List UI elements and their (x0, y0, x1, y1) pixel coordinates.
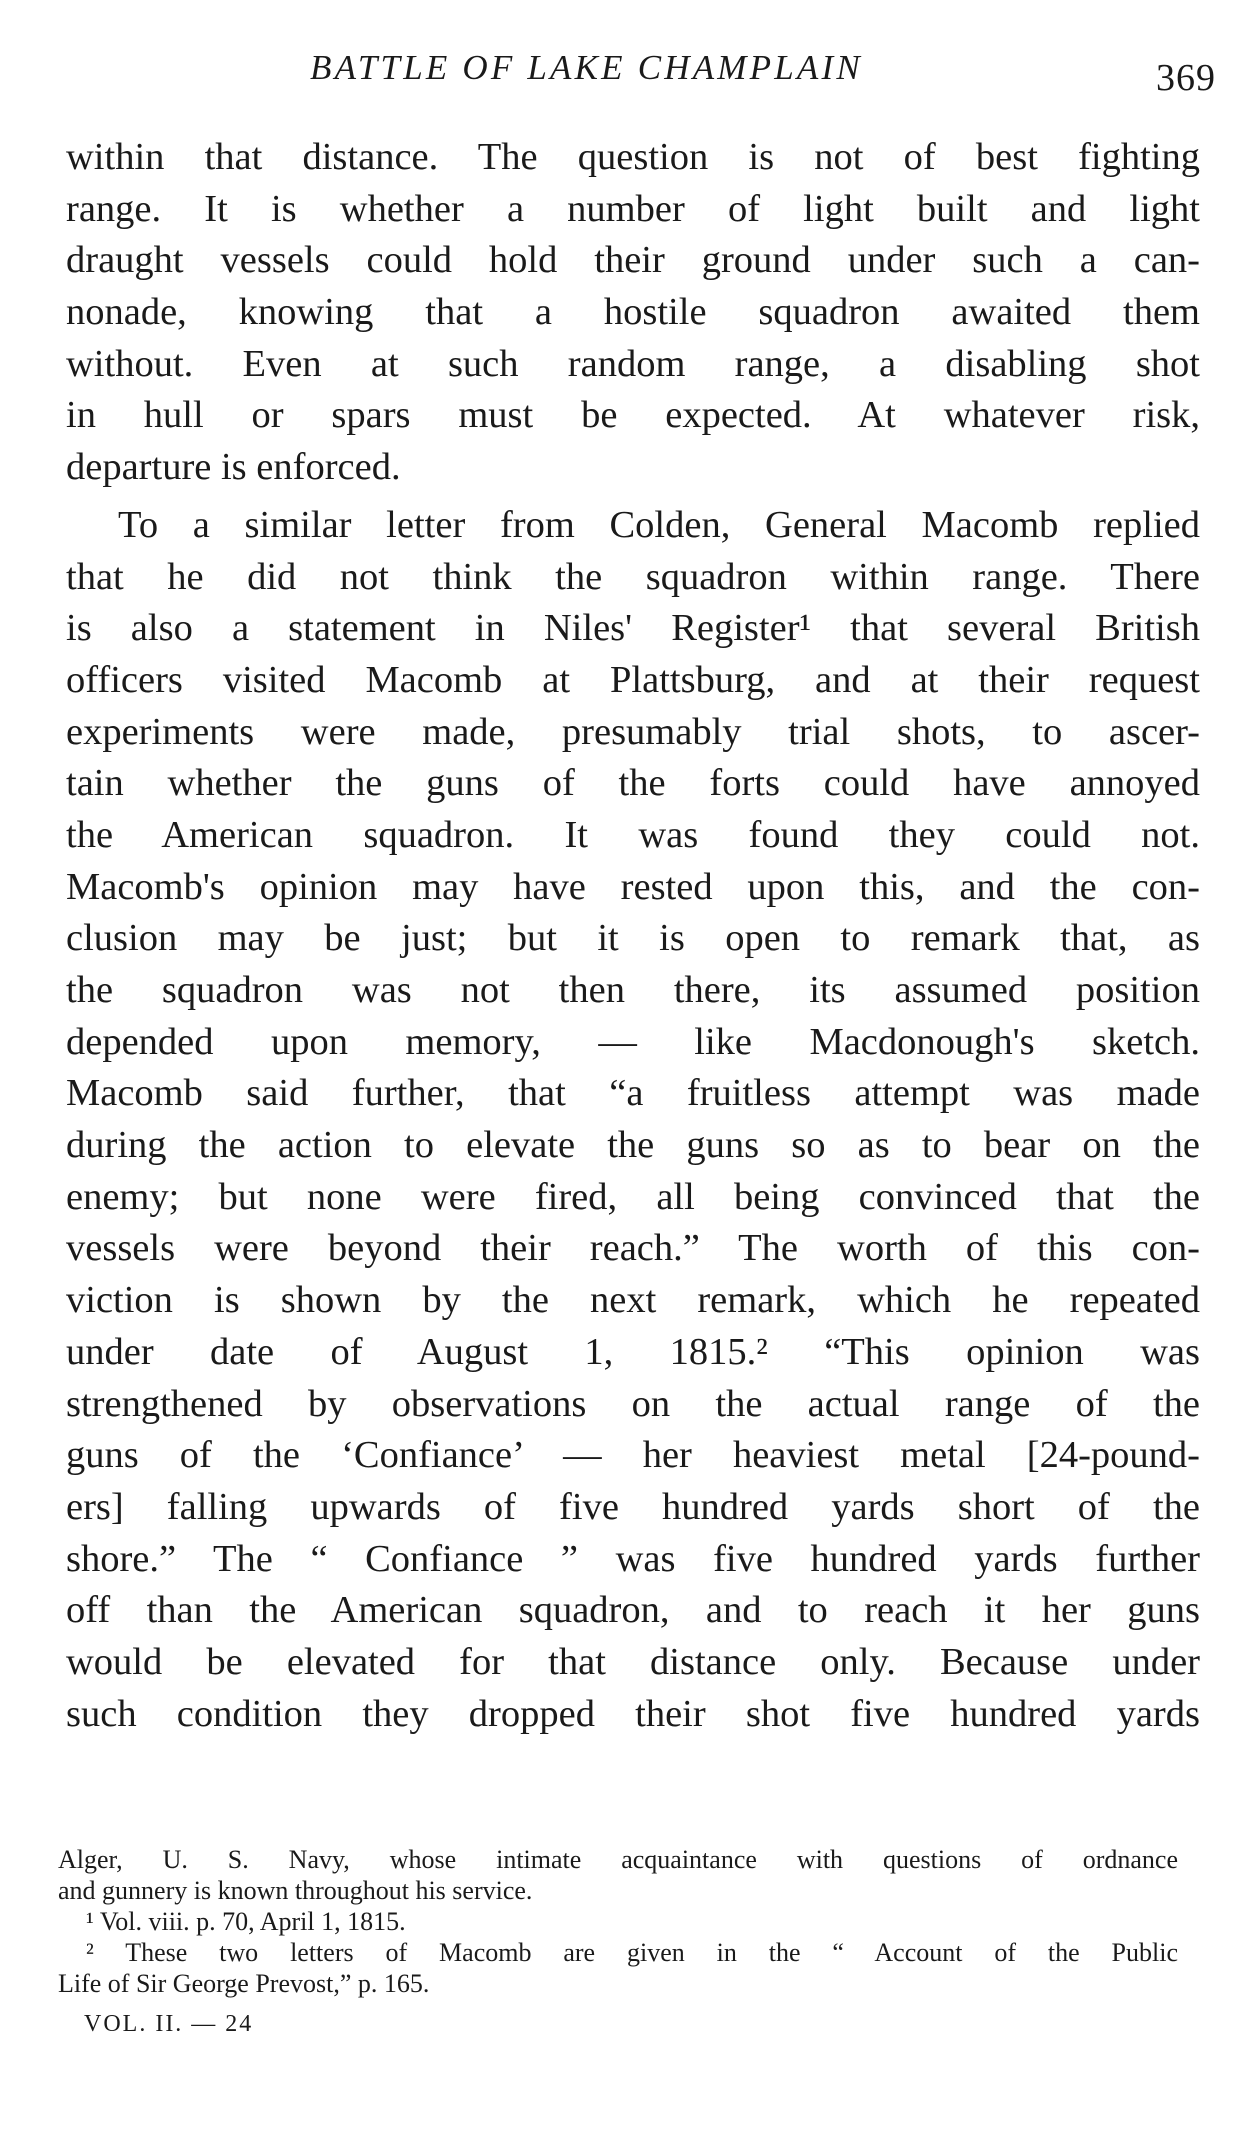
text-line: clusion may be just; but it is open to remark that, as (66, 917, 1200, 960)
page-number: 369 (1156, 57, 1216, 99)
text-line: departure is enforced. (66, 446, 401, 489)
text-line: nonade, knowing that a hostile squadron awaited them (66, 291, 1200, 334)
text-line: enemy; but none were fired, all being convinced that the (66, 1175, 1200, 1218)
text-line: such condition they dropped their shot five hundred yards (66, 1692, 1200, 1735)
text-line: officers visited Macomb at Plattsburg, and at their request (66, 658, 1200, 701)
text-line: Macomb's opinion may have rested upon this, and the con- (66, 865, 1200, 908)
text-line: the American squadron. It was found they could not. (66, 813, 1200, 856)
signature-mark: VOL. II. — 24 (84, 2011, 254, 2037)
text-line: would be elevated for that distance only. Because under (66, 1640, 1200, 1683)
paragraph (66, 132, 1200, 494)
text-line: experiments were made, presumably trial shots, to ascer- (66, 710, 1200, 753)
footnote-1: ¹ Vol. viii. p. 70, April 1, 1815. (86, 1907, 406, 1936)
footnote-2-continued: Life of Sir George Prevost,” p. 165. (58, 1969, 430, 1998)
running-title: BATTLE OF LAKE CHAMPLAIN (310, 48, 863, 87)
footnotes (58, 1844, 1178, 1999)
footnote-line: and gunnery is known throughout his service. (58, 1876, 533, 1905)
text-line: the squadron was not then there, its assumed position (66, 969, 1200, 1011)
text-line: draught vessels could hold their ground under such a can- (66, 239, 1200, 282)
text-line: within that distance. The question is not of best fighting (66, 136, 1200, 178)
text-line: depended upon memory, — like Macdonough's sketch. (66, 1020, 1200, 1063)
running-head (70, 48, 1220, 98)
text-line: shore.” The “ Confiance ” was five hundred yards further (66, 1537, 1200, 1580)
text-line: in hull or spars must be expected. At whatever risk, (66, 394, 1200, 437)
footnote-2: ² These two letters of Macomb are given in the “ Account of the Public (86, 1938, 1178, 1967)
text-line: ers] falling upwards of five hundred yards short of the (66, 1485, 1200, 1528)
text-line: tain whether the guns of the forts could have annoyed (66, 762, 1200, 805)
text-line: without. Even at such random range, a disabling shot (66, 342, 1200, 385)
text-line: off than the American squadron, and to reach it her guns (66, 1589, 1200, 1632)
text-line: Macomb said further, that “a fruitless attempt was made (66, 1072, 1200, 1115)
text-line: that he did not think the squadron within range. There (66, 555, 1200, 598)
text-line: under date of August 1, 1815.² “This opinion was (66, 1330, 1200, 1373)
text-line: viction is shown by the next remark, which he repeated (66, 1279, 1200, 1322)
body-text (66, 132, 1200, 1740)
text-line: range. It is whether a number of light built and light (66, 187, 1200, 230)
text-line: strengthened by observations on the actual range of the (66, 1382, 1200, 1425)
footnote-line: Alger, U. S. Navy, whose intimate acquaintance with questions of ordnance (58, 1845, 1178, 1874)
text-line: To a similar letter from Colden, General Macomb replied (118, 503, 1200, 546)
text-line: is also a statement in Niles' Register¹ that several British (66, 607, 1200, 650)
paragraph (66, 500, 1200, 1741)
text-line: vessels were beyond their reach.” The worth of this con- (66, 1227, 1200, 1270)
text-line: during the action to elevate the guns so as to bear on the (66, 1124, 1200, 1167)
text-line: guns of the ‘Confiance’ — her heaviest metal [24-pound- (66, 1434, 1200, 1477)
